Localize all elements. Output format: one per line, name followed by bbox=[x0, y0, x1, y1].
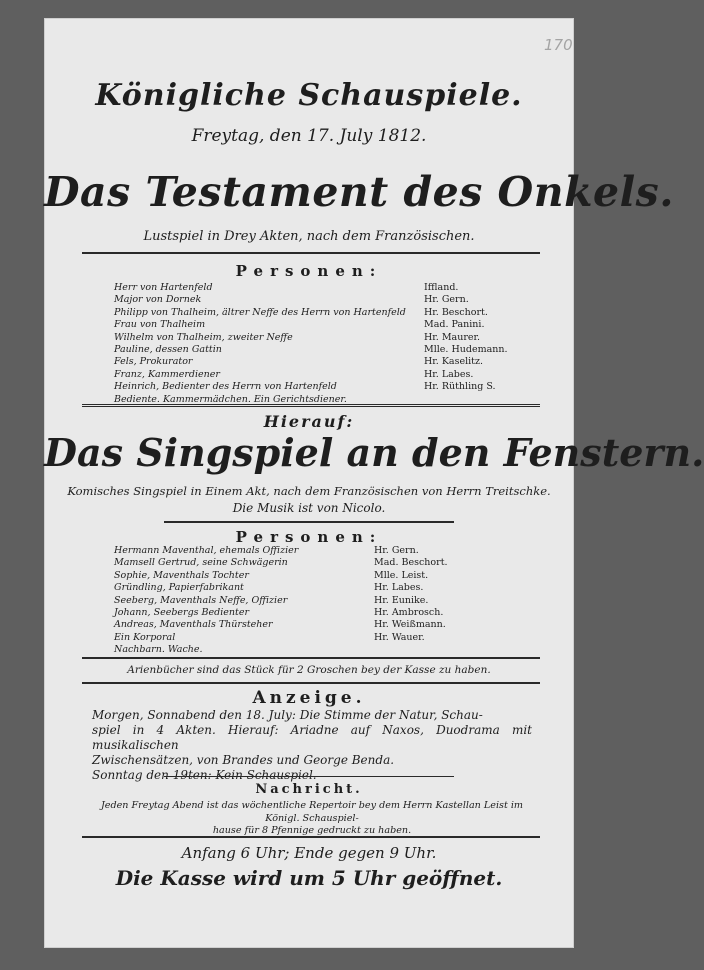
cast-actor: Hr. Labes. bbox=[374, 582, 424, 594]
cast-row bbox=[114, 570, 544, 582]
cast-row bbox=[114, 557, 544, 569]
text-line: spiel in 4 Akten. Hierauf: Ariadne auf Naxos, Duodrama mit musikalischen bbox=[92, 723, 532, 752]
play2-cast-list bbox=[114, 545, 544, 657]
cast-row bbox=[114, 381, 544, 393]
play2-music: Die Musik ist von Nicolo. bbox=[232, 501, 386, 515]
cast-row bbox=[114, 619, 544, 631]
cast-role: Herr von Hartenfeld bbox=[114, 282, 213, 293]
performance-date: Freytag, den 17. July 1812. bbox=[191, 126, 427, 146]
notice-heading: Nachricht. bbox=[255, 782, 363, 797]
divider bbox=[82, 682, 540, 684]
cast-actor: Hr. Rüthling S. bbox=[424, 381, 496, 393]
cast-row bbox=[114, 607, 544, 619]
divider bbox=[82, 657, 540, 659]
cast-actor: Mlle. Hudemann. bbox=[424, 343, 508, 355]
cast-row bbox=[114, 545, 544, 557]
play2-persons-heading: Personen: bbox=[235, 528, 383, 546]
cast-row bbox=[114, 344, 544, 356]
announcement-heading: Anzeige. bbox=[252, 688, 366, 708]
cast-row bbox=[114, 332, 544, 344]
divider bbox=[82, 404, 540, 407]
cast-actor: Hr. Gern. bbox=[374, 545, 419, 556]
cast-role: Philipp von Thalheim, ältrer Neffe des Herrn von Hartenfeld bbox=[114, 306, 406, 318]
cast-role: Fels, Prokurator bbox=[114, 356, 193, 368]
play1-persons-heading: Personen: bbox=[235, 262, 383, 280]
cast-role: Pauline, dessen Gattin bbox=[114, 343, 222, 355]
cast-role: Major von Dornek bbox=[114, 294, 202, 306]
cast-role: Gründling, Papierfabrikant bbox=[114, 582, 244, 594]
notice-text bbox=[92, 800, 532, 838]
cast-actor: Hr. Weißmann. bbox=[374, 619, 446, 631]
cast-role: Johann, Seebergs Bedienter bbox=[114, 606, 250, 618]
cast-role: Andreas, Maventhals Thürsteher bbox=[114, 619, 273, 631]
cast-actor: Mlle. Leist. bbox=[374, 569, 429, 581]
cast-actor: Mad. Panini. bbox=[424, 319, 485, 331]
cast-row bbox=[114, 595, 544, 607]
cast-role: Heinrich, Bedienter des Herrn von Hartenfeld bbox=[114, 381, 337, 393]
cast-role: Franz, Kammerdiener bbox=[114, 368, 220, 380]
cast-actor: Iffland. bbox=[424, 282, 459, 293]
archive-number: 170 bbox=[544, 36, 573, 54]
cast-role: Nachbarn. Wache. bbox=[114, 644, 203, 656]
cast-actor: Hr. Gern. bbox=[424, 294, 469, 306]
cast-actor: Hr. Labes. bbox=[424, 368, 474, 380]
cast-role: Hermann Maventhal, ehemals Offizier bbox=[114, 545, 299, 556]
cast-role: Mamsell Gertrud, seine Schwägerin bbox=[114, 557, 288, 569]
cast-row bbox=[114, 644, 544, 656]
divider bbox=[82, 252, 540, 254]
play1-cast-list bbox=[114, 282, 544, 406]
cast-row bbox=[114, 582, 544, 594]
theatre-name: Königliche Schauspiele. bbox=[95, 78, 523, 113]
play2-intro: Hierauf: bbox=[263, 412, 355, 431]
cast-role: Ein Korporal bbox=[114, 631, 176, 643]
cast-role: Bediente. Kammermädchen. Ein Gerichtsdiener. bbox=[114, 393, 347, 405]
cast-actor: Hr. Wauer. bbox=[374, 631, 425, 643]
divider bbox=[82, 836, 540, 838]
cast-role: Wilhelm von Thalheim, zweiter Neffe bbox=[114, 331, 293, 343]
playbill-sheet bbox=[44, 18, 704, 948]
cast-role: Sophie, Maventhals Tochter bbox=[114, 569, 249, 581]
libretto-note: Arienbücher sind das Stück für 2 Groschen bey der Kasse zu haben. bbox=[127, 664, 491, 676]
cast-actor: Hr. Ambrosch. bbox=[374, 606, 444, 618]
cast-row bbox=[114, 632, 544, 644]
cast-actor: Hr. Maurer. bbox=[424, 331, 481, 343]
cast-row bbox=[114, 356, 544, 368]
start-time: Anfang 6 Uhr; Ende gegen 9 Uhr. bbox=[181, 844, 437, 862]
cast-row bbox=[114, 369, 544, 381]
play2-subtitle: Komisches Singspiel in Einem Akt, nach dem Französischen von Herrn Treitschke. bbox=[67, 484, 551, 498]
play1-title: Das Testament des Onkels. bbox=[44, 168, 675, 216]
play1-subtitle: Lustspiel in Drey Akten, nach dem Französischen. bbox=[143, 229, 475, 244]
cast-row bbox=[114, 282, 544, 294]
text-line: Sonntag den 19ten: Kein Schauspiel. bbox=[92, 768, 317, 782]
cast-row bbox=[114, 294, 544, 306]
cast-actor: Hr. Eunike. bbox=[374, 594, 429, 606]
cast-role: Seeberg, Maventhals Neffe, Offizier bbox=[114, 594, 288, 606]
cast-actor: Mad. Beschort. bbox=[374, 557, 448, 569]
announcement-text bbox=[92, 708, 532, 783]
text-line: Morgen, Sonnabend den 18. July: Die Stimme der Natur, Schau- bbox=[92, 708, 483, 722]
play2-title: Das Singspiel an den Fenstern. bbox=[44, 430, 704, 475]
text-line: Zwischensätzen, von Brandes und George Benda. bbox=[92, 753, 395, 767]
cast-role: Frau von Thalheim bbox=[114, 319, 206, 331]
divider bbox=[164, 776, 454, 777]
cast-actor: Hr. Beschort. bbox=[424, 306, 488, 318]
text-line: Jeden Freytag Abend ist das wöchentliche Repertoir bey dem Herrn Kastellan Leist im Königl. Schauspiel- bbox=[100, 800, 524, 824]
box-office-opening: Die Kasse wird um 5 Uhr geöffnet. bbox=[115, 866, 503, 890]
cast-row bbox=[114, 307, 544, 319]
cast-actor: Hr. Kaselitz. bbox=[424, 356, 483, 368]
text-line: hause für 8 Pfennige gedruckt zu haben. bbox=[212, 825, 412, 836]
divider bbox=[164, 521, 454, 523]
cast-row bbox=[114, 319, 544, 331]
